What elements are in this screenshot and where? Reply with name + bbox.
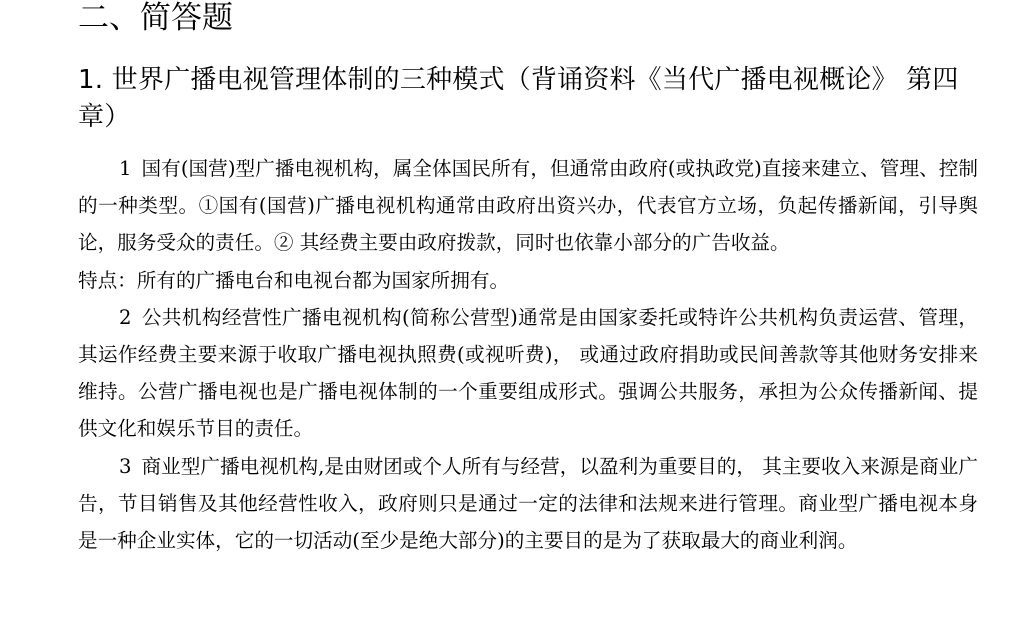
paragraph-state-owned [78,150,978,262]
answer-body [78,150,978,559]
paragraph-text: 商业型广播电视机构,是由财团或个人所有与经营，以盈利为重要目的， 其主要收入来源是商业广告，节目销售及其他经营性收入，政府则只是通过一定的法律和法规来进行管理。商业型广播电视本身是一种企业实体，它的一切活动(至少是绝大部分)的主要目的是为了获取最大的商业利润。 [78,454,978,553]
paragraph-features [78,262,978,299]
paragraph-number: 1 [119,157,132,180]
paragraph-commercial [78,448,978,560]
document-page [78,0,978,559]
paragraph-text: 特点：所有的广播电台和电视台都为国家所拥有。 [78,268,510,292]
paragraph-text: 国有(国营)型广播电视机构，属全体国民所有，但通常由政府(或执政党)直接来建立、管理、控制的一种类型。①国有(国营)广播电视机构通常由政府出资兴办，代表官方立场，负起传播新闻，引导舆论，服务受众的责任。② 其经费主要由政府拨款，同时也依靠小部分的广告收益。 [78,157,978,255]
paragraph-public [78,299,978,448]
paragraph-number: 2 [119,305,132,329]
paragraph-number: 3 [119,454,132,478]
paragraph-text: 公共机构经营性广播电视机构(简称公营型)通常是由国家委托或特许公共机构负责运营、管理，其运作经费主要来源于收取广播电视执照费(或视听费)， 或通过政府捐助或民间善款等其他财务安排来维持。公营广播电视也是广播电视体制的一个重要组成形式。强调公共服务，承担为公众传播新闻、提供文化和娱乐节目的责任。 [78,305,978,441]
question-title: 1. 世界广播电视管理体制的三种模式（背诵资料《当代广播电视概论》 第四章） [78,65,959,132]
section-title: 二、简答题 [78,0,233,36]
